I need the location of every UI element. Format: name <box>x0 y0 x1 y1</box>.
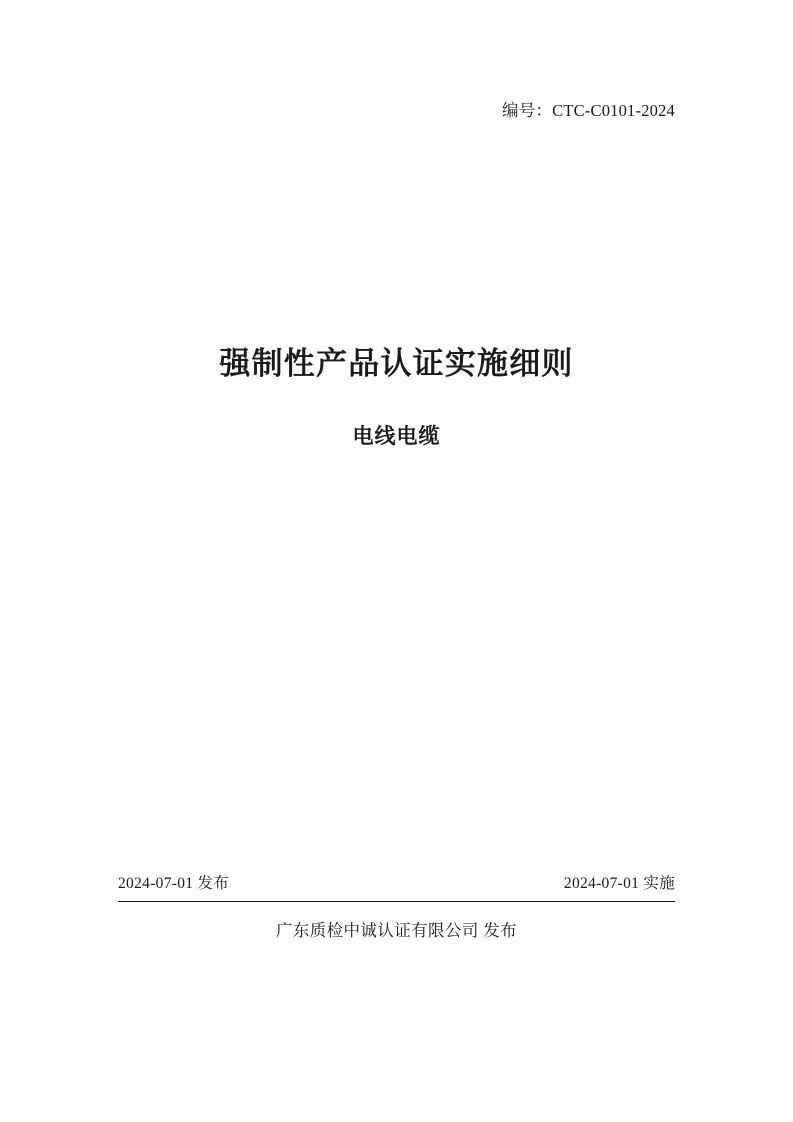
effective-date: 2024-07-01 实施 <box>563 875 675 892</box>
issue-date: 2024-07-01 发布 <box>118 875 230 892</box>
document-code: 编号：CTC-C0101-2024 <box>502 101 675 120</box>
horizontal-divider <box>118 901 675 902</box>
page-subtitle: 电线电缆 <box>352 424 441 449</box>
page-title: 强制性产品认证实施细则 <box>219 346 574 381</box>
publisher-name: 广东质检中诚认证有限公司 发布 <box>275 921 518 940</box>
title-block <box>0 345 793 450</box>
dates-row <box>118 871 675 893</box>
